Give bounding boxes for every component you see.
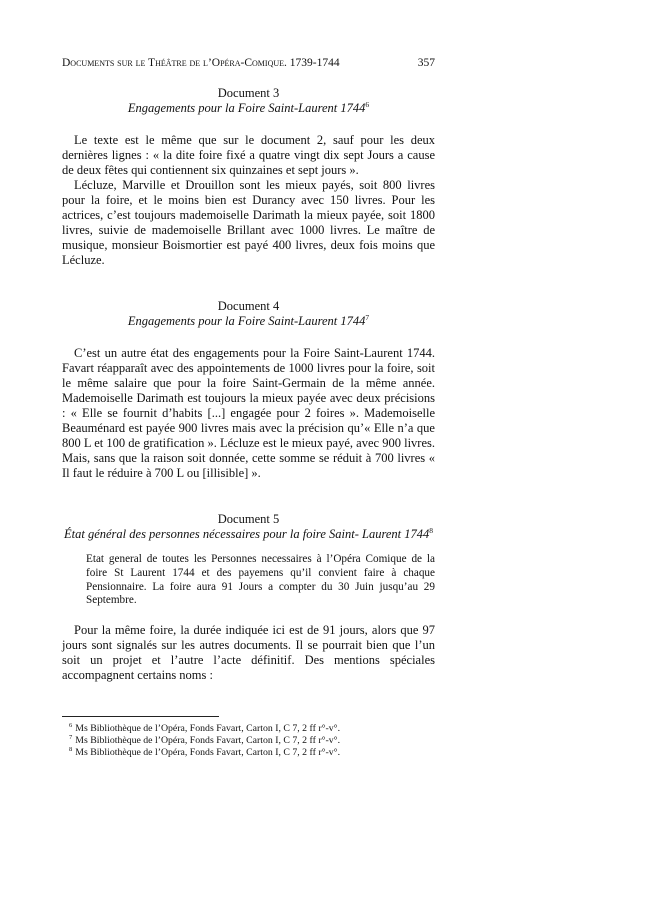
running-title: Documents sur le Théâtre de l’Opéra-Comique. 1739-1744 [62,57,340,69]
footnote-rule [62,716,219,717]
document-5-title: État général des personnes nécessaires pour la foire Saint- Laurent 1744$^8$ [64,526,433,541]
running-header [62,56,435,70]
footnote-8: $^8$ Ms Bibliothèque de l’Opéra, Fonds Favart, Carton I, C 7, 2 ff r°-v°. [69,746,341,759]
footnotes [62,723,435,759]
document-4-section [62,299,435,481]
footnote-ref-7: 7 [365,313,370,322]
footnote-ref-8: 8 [429,526,433,535]
document-4-heading: Document 4 [217,299,280,313]
document-3-heading: Document 3 [217,86,280,100]
document-5-heading: Document 5 [217,512,280,526]
footnote-ref-6: 6 [365,100,370,109]
document-3-section [62,86,435,268]
document-3-title: Engagements pour la Foire Saint-Laurent 1744$^6$ [127,100,370,115]
document-5-quote: Etat general de toutes les Personnes necessaires à l’Opéra Comique de la foire St Laurent 1744 et des payemens qu’il convient faire à chaque Pensionnaire. La foire aura 91 Jours a compter du 30 Juin jusqu’au 29 Septembre. [86,553,435,607]
footnote-6: $^6$ Ms Bibliothèque de l’Opéra, Fonds Favart, Carton I, C 7, 2 ff r°-v°. [69,722,341,735]
page-number: 357 [417,57,435,69]
document-3-paragraph-1: Le texte est le même que sur le document 2, sauf pour les deux dernières lignes : « la dite foire fixé a quatre vingt dix sept Jours a cause de deux fêtes qui contiennent six quinzaines et sept jours ». [62,133,435,177]
document-3-paragraph-2: Lécluze, Marville et Drouillon sont les mieux payés, soit 800 livres pour la foire, et le moins bien est Durancy avec 150 livres. Pour les actrices, c’est toujours mademoiselle Darimath la mieux payée, soit 1800 livres, suivie de mademoiselle Brillant avec 1000 livres. Le maître de musique, monsieur Boismortier est payé 400 livres, deux fois moins que Lécluze. [62,178,435,267]
document-4-paragraph-1: C’est un autre état des engagements pour la Foire Saint-Laurent 1744. Favart réapparaît avec des appointements de 1000 livres pour la foire, soit le même salaire que pour la foire Saint-Germain de la même année. Mademoiselle Darimath est toujours la mieux payée avec deux précisions : « Elle se fournit d’habits [...] engagée pour 2 foires ». Mademoiselle Beauménard est payée 900 livres mais avec la précision qu’« Elle n’a que 800 L et 100 de gratification ». Lécluze est le mieux payé, avec 900 livres. Mais, sans que la raison soit donnée, cette somme se réduit à 700 livres « Il faut le réduire à 700 L ou [illisible] ». [62,346,435,480]
footnote-7: $^7$ Ms Bibliothèque de l’Opéra, Fonds Favart, Carton I, C 7, 2 ff r°-v°. [69,734,341,747]
document-5-paragraph-1: Pour la même foire, la durée indiquée ici est de 91 jours, alors que 97 jours sont signalés sur les autres documents. Il se pourrait bien que l’un soit un projet et l’autre l’acte définitif. Des mentions spéciales accompagnent certains noms : [62,623,435,683]
document-5-section [62,512,435,683]
document-4-title: Engagements pour la Foire Saint-Laurent 1744$^7$ [127,313,370,328]
page [62,56,435,759]
